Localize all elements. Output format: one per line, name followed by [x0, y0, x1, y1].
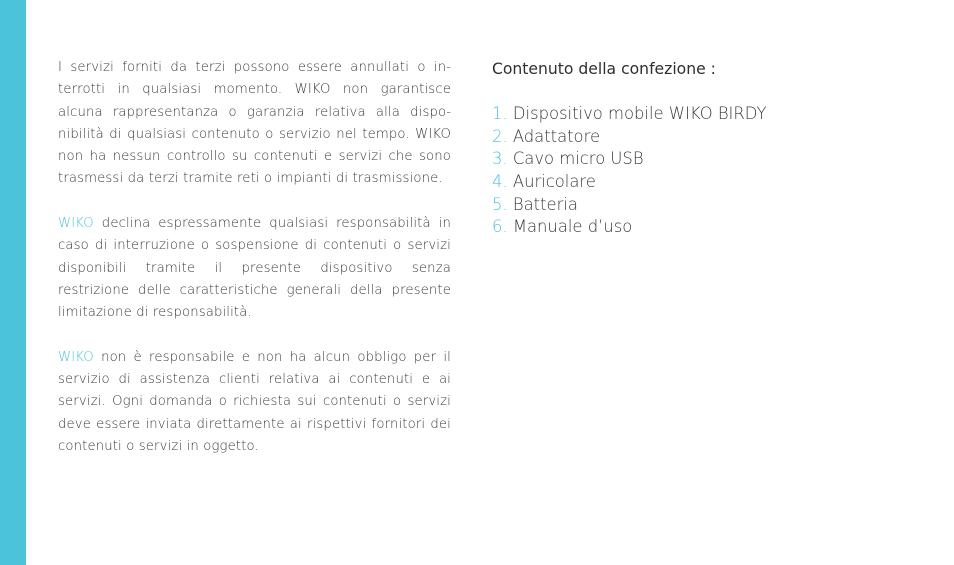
disclaimer-column — [58, 57, 451, 481]
list-item — [492, 148, 912, 171]
brand-name: WIKO — [58, 216, 94, 232]
list-item — [492, 126, 912, 149]
list-item — [492, 216, 912, 239]
item-label: Auricolare — [507, 171, 596, 191]
disclaimer-paragraph-3 — [58, 347, 451, 458]
disclaimer-paragraph-1: I servizi forniti da terzi possono essere annullati o interrotti in qualsiasi momento. WIKO non garantisce alcuna rappresentanza o garanzia relativa alla disponibilità di qualsiasi contenuto o servizio nel tempo. WIKO non ha nessun controllo su contenuti e servizi che sono trasmessi da terzi tramite reti o impianti di trasmissione. — [58, 60, 451, 187]
list-item — [492, 103, 912, 126]
item-label: Cavo micro USB — [507, 149, 644, 169]
box-contents-column — [492, 58, 912, 239]
item-label: Adattatore — [507, 126, 601, 146]
item-number: 4. — [492, 171, 508, 191]
side-accent-bar — [0, 0, 26, 565]
disclaimer-paragraph-2 — [58, 213, 451, 324]
item-label: Batteria — [507, 194, 578, 214]
item-number: 3. — [492, 149, 508, 169]
item-label: Manuale d’uso — [507, 217, 633, 237]
item-number: 2. — [492, 126, 508, 146]
item-label: Dispositivo mobile WIKO BIRDY — [507, 104, 767, 124]
list-item — [492, 194, 912, 217]
paragraph-text: declina espressamente qualsiasi responsabilità in caso di interruzione o sospensione di contenuti o servizi disponibili tramite il presente dispositivo senza restrizione delle caratteristiche generali della presente limitazione di responsabilità. — [58, 216, 451, 321]
box-contents-title: Contenuto della confezione : — [492, 60, 716, 78]
item-number: 5. — [492, 194, 508, 214]
list-item — [492, 171, 912, 194]
item-number: 1. — [492, 104, 508, 124]
brand-name: WIKO — [58, 349, 94, 365]
item-number: 6. — [492, 217, 508, 237]
paragraph-text: non è responsabile e non ha alcun obbligo per il servizio di assistenza clienti relativa ai contenuti e ai servizi. Ogni domanda o richiesta sui contenuti o servizi deve essere inviata direttamente ai rispettivi fornitori dei contenuti o servizi in oggetto. — [58, 349, 451, 455]
box-contents-list — [492, 103, 912, 239]
